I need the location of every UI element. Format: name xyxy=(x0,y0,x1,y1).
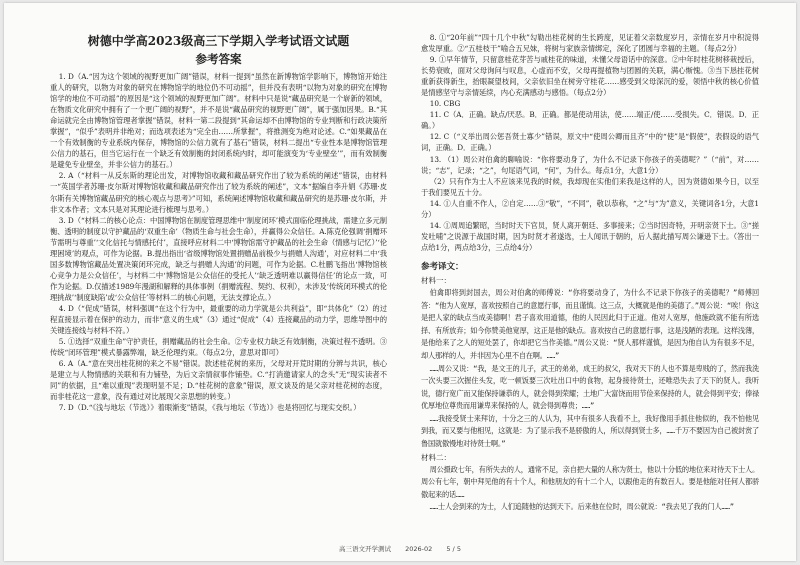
translation-paragraph: ……我接受贤士来拜访，十分之三的人认为，其中有很多人我看不上，我好像用手抓住他似的，我不怕他见到我，而又要与他相见，这就是：为了显示我不是骄傲的人，所以得到贤士多，……千万不要因为自己被封赏了鲁国就傲慢地对待贤士啊。” xyxy=(421,413,759,449)
document-page xyxy=(4,3,796,561)
answer-paragraph: 2. A（“材料一从反东斯的理论出发，对博物馆收藏和藏品研究作出了较为系统的阐述”错误，由材料一“英国学者苏珊·皮尔斯对博物馆收藏和藏品研究作出了较为系统的阐述”，文本“据编自李升娟《苏珊·皮尔斯有关博物馆藏品研究的核心观点与思考》”可知，系统阐述博物馆收藏和藏品研究的是苏珊·皮尔斯，并非文本作者；文本只是对其理论进行梳理与思考。） xyxy=(50,171,387,214)
footer-page-number: 5 / 5 xyxy=(446,545,461,553)
answer-paragraph: 9. ①早年情节，只留意桂花芽苦与戚桂花的味道，未懂父母语话中的深意。②中年时桂花树移栽授后，长势衰败，面对父母询问与叹息，心虚而不安，父母再提植物与团圆的关联，满心惭愧。③当下恳挂花树重新获得新生，抬眼凝望枝间，父亲依旧坐在树旁守桂花……感受到父母深沉的爱，领悟中秋的核心价值是情感坚守与亲情延续，内心充满感动与感悟。（每点2分） xyxy=(421,55,759,98)
answer-paragraph: 8. ①“20年前”“四十几个中秋”勾勒出桂花树的生长跨度，见证着父亲数度岁月，亲情在岁月中积淀得愈发厚重。②“五桂枝干”喻合五兄妹，将树与家族亲情绑定，深化了团圆与幸福的主题。（每点2分） xyxy=(421,33,759,54)
right-column xyxy=(421,32,759,514)
footer-exam-name: 高三语文开学测试 xyxy=(339,545,392,553)
translation-paragraph: ……周公又说：“我，是文王的儿子，武王的弟弟，成王的叔父，我对天下的人也不算是卑贱的了，然而我洗一次头要三次握住头发，吃一顿饭要三次吐出口中的食物，起身接待贤士，还唯恐失去了天下的贤人。我听说，德行宽广而又能保持谦恭的人，就会得到荣耀；土地广大富饶而用节俭来保持的人，就会得到平安；俸禄优厚地位尊贵而用谦卑来保持的人，就会得到尊贵；……” xyxy=(421,363,759,411)
translation-paragraph: ……士人会到来的为士，人们追随他的达到天下。后来他在位时，周公就说：“我去见了我的门人……” xyxy=(429,502,734,512)
answer-paragraph: 14. ①人自重不作人，②自定……③“敬”，“不同”，敬以恭称，“之”与“为”意义，关键词各1分，大意1分） xyxy=(421,198,759,219)
answer-paragraph: 10. CBG xyxy=(429,99,461,109)
answer-paragraph: 5. ①选择“双重生命”守护责任，捐赠藏品的社会生命。②专业权力缺乏有效制衡，决策过程不透明。③传统“闭环管理”模式暴露弊端，缺乏伦理约束。（每点2分，意思对即可） xyxy=(50,337,387,358)
translation-paragraph: 周公摄政七年，有所失去的人，通常不足，亲自把大量的人称为贤士，他以十分低的地位来对待天下士人。周公有七年，朝中拜见他的有十个人，和他朋友的有十二个人，以跟他走的有数百人。要是他能对任何人都骄傲起来的话…… xyxy=(421,464,759,499)
translation-heading: 参考译文： xyxy=(421,261,464,272)
answer-paragraph: （2）只有作为士人不应该来见我的时候，我却现在实他们来我是这样的人，因为贤德如果今日，以至于我们要见五十分。 xyxy=(421,176,759,197)
translation-paragraph: 伯禽即将到封国去，周公对伯禽的师傅说：“你将要动身了，为什么不记录下你孩子的美德呢？”师傅回答：“他为人宽厚，喜欢按照自己的意愿行事，而且谨慎。这三点，大概就是他的美德了。”周公说：“唉！你这是把人家的缺点当成美德啊！君子喜欢用道德，他的人民因此归于正道。他对人宽厚，他施政就不能有所选择、有所放弃；如今你赞美他宽厚，这正是他的缺点。喜欢按自己的意愿行事，这是浅陋的表现。这样浅薄，是他给来了之人的短处罢了，你却把它当作美德。”周公又说：“贤人那样谨慎，是因为他自认为有很多不足，却人那样的人，并非因为心里不自在啊。……” xyxy=(421,287,759,360)
answer-paragraph: 4. D（“促成”错误，材料强调“在这个行为中，最重要的动力学就是公共利益”，即“共体化”（2）的过程直接显示着在保护的动力，而非“意义的生成”（3）通过“促成”（4）连接藏品的动力学，思维导图中的关键连接线与材料不符。） xyxy=(50,303,387,336)
answer-paragraph: 11. C（A．正确。缺点/厌恶。B．正确。都是使动用法，使……端正/使……受损失。C．错误。D．正确。） xyxy=(421,110,759,131)
page-footer xyxy=(4,544,796,553)
answer-paragraph: 14. ①周周追繁昭，当时时天下官员，贤人离开朝廷、多事接来；②当时因奇特，开明亲贤下士。③“搓发吐哺”之说源于战国时期，因为时贤才者遂选，士人闻讯于朝的，后人据此描写周公谦逊下士。（答出一点给1分，两点给3分，三点给4分） xyxy=(421,220,759,252)
document-title: 树德中学高2023级高三下学期入学考试语文试题 xyxy=(87,34,350,48)
left-column xyxy=(50,33,387,413)
answer-paragraph: 12. C（“义举出周公惩吾贤士寡少”错误，原文中“使周公卿而且齐”中的“使”是“假使”，表假设的语气词，正确。D．正确。） xyxy=(421,132,759,153)
material-two-label: 材料二： xyxy=(421,452,451,462)
footer-date: 2026-02 xyxy=(405,545,433,553)
document-subtitle: 参考答案 xyxy=(195,52,242,66)
material-one-label: 材料一： xyxy=(421,275,451,285)
answer-paragraph: 13. （1）周公对伯禽的聊喻说：“你将要动身了，为什么不记录下你孩子的美德呢？”（“前”，对……说；“志”，记录；“之”，句尾语气词，“何”，为什么。每点1分，大意1分） xyxy=(421,154,759,175)
answer-paragraph: 1. D（A.“因为这个领域的视野更加广阔”错误，材料一提到“虽然在新博物馆学影响下，博物馆开始注重人的研究，以物为对象的研究在博物馆学的地位仍不可动摇”，但并没有表明“以物为对象的研究在博物馆学的地位不可动摇”的原因是“这个领域的视野更加广阔”。材料中只是说“藏品研究是一个崭新的领域，在物质文化研究中拥有了一个更广阔的视野”，并不是说“藏品研究的视野更广阔”，属于强加因果。B.“其命运就完全由博物馆管理者掌握”错误，材料一第二段提到“其命运却不由博物馆的专业判断和行政决策所掌握”，“似乎”表明并非绝对；而选项表述为“完全由……所掌握”，将推测变为绝对论述。C.“如果藏品在一个有效制衡的专业系统内保存，博物馆的公信力就有了基石”错误，材料二提出“专业性本是博物馆管理公信力的基石，但当它运行在一个缺乏有效制衡的封闭系统内时，却可能演变为‘专业壁垒’”，而有效制衡是避免专业壁垒，并非公信力的基石。） xyxy=(50,72,387,170)
answer-paragraph: 7. D（D.“《浅与地坛（节选）》着眼渐变”错误，《我与地坛（节选）》也是将回忆与现实交织。） xyxy=(58,403,361,413)
answer-paragraph: 6. A（A.“意在突出桂花树的来之不易”错误。款述桂花树的来历，父母对开荒时期的分辨与共识，核心是建立与人物情感的关联和有力铺垫，为后文亲情叙事作铺垫。C.“打消邀请家人的念头”无“现实读者不同”的依据，且“难以重现”表现明显不足；D.“桂花树的意象”错误，原文谈及的是父亲对桂花树的态度，而非桂花这一意象，没有通过对比展现父亲思想的转变。） xyxy=(50,359,387,402)
answer-paragraph: 3. D（“材料二的核心论点：中国博物馆在制度管理思维中‘制度闭环’模式面临伦理挑战，需建立多元制衡、透明的制度以守护藏品的‘双重生命’（物质生命与社会生命），并赢得公众信任。A.陈克伦强调‘捐赠环节需明与尊重’‘文化信托与情感托付’，直接呼应材料二中‘博物馆需守护藏品的社会生命（情感与记忆）’‘伦理困境’的观点，可作为论据。B.提出指出‘省级博物馆处置捐赠品前极少与捐赠人沟通’，对应材料二中‘我国多数博物馆藏品处置决策闭环完成，缺乏与捐赠人沟通’的问题，可作为论据。C.杜鹏飞指出‘博物馆核心竞争力是公众信任’，与材料二中‘博物馆是公众信任的受托人’‘缺乏透明难以赢得信任’的论点一致，可作为论据。D.仅描述1989年漫湖和解释的具体事例（捐赠流程、契约、权利），未涉及‘传统闭环模式的伦理挑战’‘制度缺陷’或‘公众信任’等材料二的核心问题，无法支撑论点。） xyxy=(50,215,387,302)
